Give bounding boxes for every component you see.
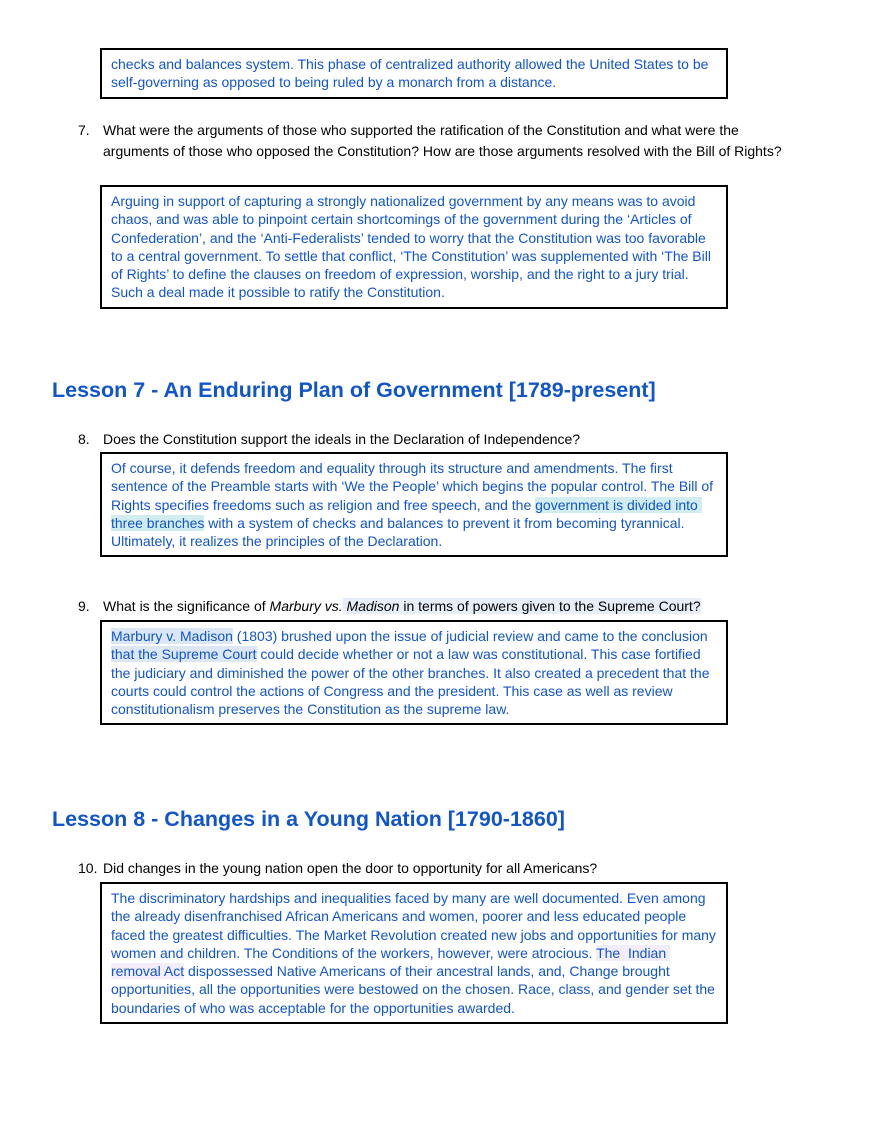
lesson-7-heading: Lesson 7 - An Enduring Plan of Government [1789-present] bbox=[52, 378, 656, 402]
question-8-number: 8. bbox=[78, 431, 90, 447]
lesson-8-heading: Lesson 8 - Changes in a Young Nation [1790-1860] bbox=[52, 807, 565, 831]
question-10-text: Did changes in the young nation open the door to opportunity for all Americans? bbox=[103, 860, 598, 876]
question-9-text: What is the significance of Marbury vs. Madison in terms of powers given to the Supreme Court? bbox=[103, 598, 701, 614]
question-10-number: 10. bbox=[78, 860, 98, 876]
question-9 bbox=[78, 596, 806, 617]
question-7-text: What were the arguments of those who supported the ratification of the Constitution and what were the arguments of those who opposed the Constitution? How are those arguments resolved with the Bill of Rights? bbox=[103, 122, 782, 159]
question-9-number: 9. bbox=[78, 598, 90, 614]
answer-box-10[interactable]: The discriminatory hardships and inequalities faced by many are well documented. Even among the already disenfranchised African Americans and women, poorer and less educated people faced the greatest difficulties. The Market Revolution created new jobs and opportunities for many women and children. The Conditions of the workers, however, were atrocious. The Indian removal Act dispossessed Native Americans of their ancestral lands, and, Change brought opportunities, all the opportunities were bestowed on the chosen. Race, class, and gender set the boundaries of who was acceptable for the opportunities awarded. bbox=[100, 882, 728, 1024]
question-10 bbox=[78, 858, 806, 879]
answer-box-7[interactable]: Arguing in support of capturing a strongly nationalized government by any means was to avoid chaos, and was able to pinpoint certain shortcomings of the government during the ‘Articles of Confederation’, and the ‘Anti-Federalists’ tended to worry that the Constitution was too favorable to a central government. To settle that conflict, ‘The Constitution’ was supplemented with ‘The Bill of Rights’ to define the clauses on freedom of expression, worship, and the right to a jury trial. Such a deal made it possible to ratify the Constitution. bbox=[100, 185, 728, 309]
answer-box-continued[interactable]: checks and balances system. This phase of centralized authority allowed the United States to be self-governing as opposed to being ruled by a monarch from a distance. bbox=[100, 48, 728, 99]
answer-box-8[interactable]: Of course, it defends freedom and equality through its structure and amendments. The first sentence of the Preamble starts with ‘We the People’ which begins the popular control. The Bill of Rights specifies freedoms such as religion and free speech, and the government is divided into three branches with a system of checks and balances to prevent it from becoming tyrannical. Ultimately, it realizes the principles of the Declaration. bbox=[100, 452, 728, 557]
question-7 bbox=[78, 120, 806, 162]
answer-box-9[interactable]: Marbury v. Madison (1803) brushed upon the issue of judicial review and came to the conclusion that the Supreme Court could decide whether or not a law was constitutional. This case fortified the judiciary and diminished the power of the other branches. It also created a precedent that the courts could control the actions of Congress and the president. This case as well as review constitutionalism preserves the Constitution as the supreme law. bbox=[100, 620, 728, 725]
question-8-text: Does the Constitution support the ideals in the Declaration of Independence? bbox=[103, 431, 581, 447]
question-8 bbox=[78, 429, 806, 450]
question-7-number: 7. bbox=[78, 122, 90, 138]
